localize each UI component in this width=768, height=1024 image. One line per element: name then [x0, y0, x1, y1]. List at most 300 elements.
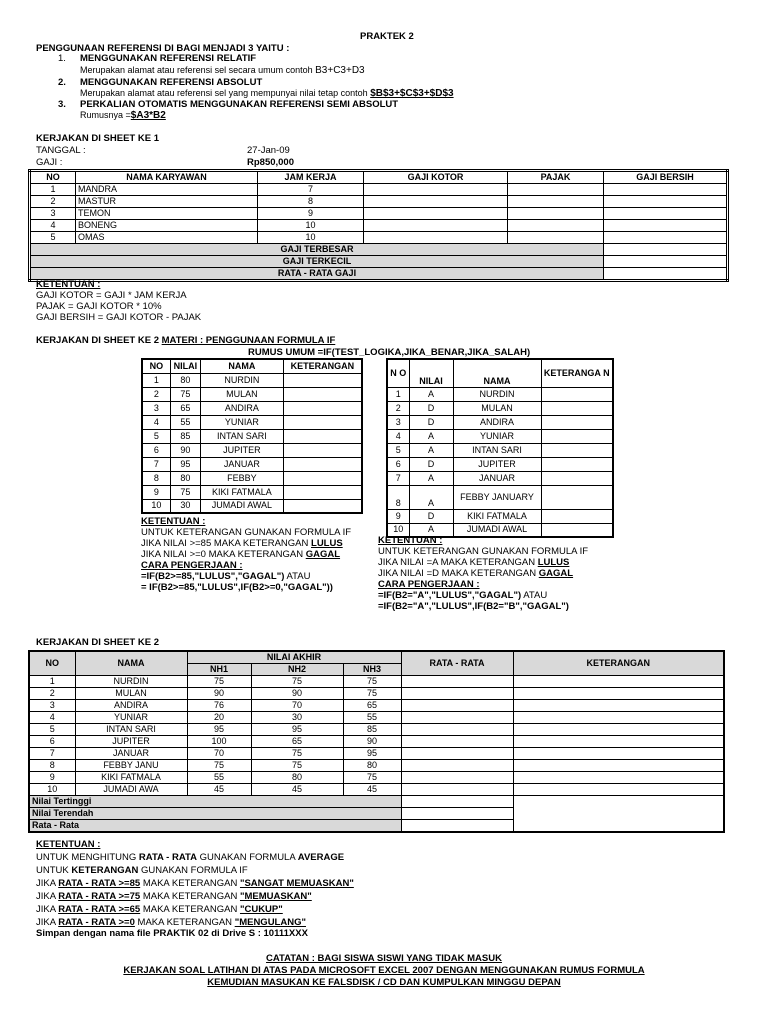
- cell-blank: [513, 820, 724, 833]
- note-line: [36, 851, 354, 864]
- cell-nilai: 80: [170, 373, 200, 387]
- cell-nama: JANUAR: [453, 471, 541, 485]
- table-row: [29, 688, 724, 700]
- cell-no: 4: [142, 415, 170, 429]
- cell-empty: [364, 232, 508, 244]
- cell-empty: [401, 784, 513, 796]
- cell-empty: [541, 387, 613, 401]
- cell-nh3: 95: [343, 748, 401, 760]
- rule-result: "MENGULANG": [234, 917, 306, 928]
- cell-nama: JUPITER: [75, 736, 187, 748]
- note-line: [378, 568, 588, 579]
- intro-item-3-desc-text: Rumusnya =: [80, 110, 131, 120]
- rule-result: "CUKUP": [239, 904, 283, 915]
- note-line: [378, 557, 588, 568]
- rule-condition: RATA - RATA >=85: [58, 878, 141, 889]
- cell-nilai: D: [409, 509, 453, 523]
- table-row: [29, 736, 724, 748]
- header-nama: NAMA: [75, 651, 187, 676]
- summary-rata-rata-gaji: RATA - RATA GAJI: [30, 268, 604, 281]
- cell-no: 5: [29, 724, 75, 736]
- cell-empty: [541, 509, 613, 523]
- cell-nama: KIKI FATMALA: [453, 509, 541, 523]
- cell-no: 9: [142, 485, 170, 499]
- cell-jam: 10: [258, 220, 364, 232]
- summary-row: [30, 256, 728, 268]
- intro-item-3-example: $A3*B2: [130, 110, 166, 121]
- cell-nama: MULAN: [201, 387, 284, 401]
- note-line: [141, 549, 351, 560]
- cell-nama: JUMADI AWAL: [201, 499, 284, 513]
- cell-no: 4: [30, 220, 76, 232]
- cell-empty: [604, 220, 728, 232]
- cell-empty: [283, 415, 362, 429]
- cell-nilai: 90: [170, 443, 200, 457]
- intro-item-1-desc: [80, 65, 365, 76]
- cell-nilai: 95: [170, 457, 200, 471]
- sheet1-header-row: [30, 171, 728, 184]
- sheet2-heading-text: KERJAKAN DI SHEET KE 2: [36, 335, 162, 346]
- cell-empty: [401, 700, 513, 712]
- table-row: [142, 387, 362, 401]
- cell-nilai: A: [409, 429, 453, 443]
- cell-nilai: A: [409, 523, 453, 537]
- page-title: PRAKTEK 2: [360, 31, 414, 42]
- ketentuan-line: PAJAK = GAJI KOTOR * 10%: [36, 301, 162, 312]
- cell-empty: [364, 220, 508, 232]
- table-row: [142, 401, 362, 415]
- header-nilai: NILAI: [409, 359, 453, 387]
- cell-nama: ANDIRA: [453, 415, 541, 429]
- cara-pengerjaan: CARA PENGERJAAN :: [141, 560, 243, 571]
- cell-nh3: 45: [343, 784, 401, 796]
- cell-empty: [604, 256, 728, 268]
- cell-empty: [604, 232, 728, 244]
- table-row: [387, 457, 613, 471]
- cell-no: 1: [29, 676, 75, 688]
- cell-nh3: 90: [343, 736, 401, 748]
- note-keyword: KETERANGAN: [71, 865, 139, 876]
- ketentuan-title: KETENTUAN :: [141, 516, 206, 527]
- cell-empty: [401, 796, 513, 808]
- cell-empty: [513, 712, 724, 724]
- cell-no: 9: [387, 509, 409, 523]
- note-text: JIKA NILAI =A MAKA KETERANGAN: [378, 557, 538, 568]
- cell-nama: MULAN: [453, 401, 541, 415]
- header-gaji-bersih: GAJI BERSIH: [604, 171, 728, 184]
- cell-nh1: 75: [187, 760, 251, 772]
- header-no: NO: [142, 359, 170, 373]
- table-row: [142, 457, 362, 471]
- cell-nh3: 75: [343, 688, 401, 700]
- cell-nh1: 20: [187, 712, 251, 724]
- cell-nilai: 30: [170, 499, 200, 513]
- rule-condition: RATA - RATA >=0: [58, 917, 135, 928]
- rule-line: [36, 877, 354, 890]
- footer-line-3: KEMUDIAN MASUKAN KE FALSDISK / CD DAN KUMPULKAN MINGGU DEPAN: [207, 977, 561, 988]
- intro-item-2-title: MENGGUNAKAN REFERENSI ABSOLUT: [80, 77, 263, 88]
- cell-empty: [513, 700, 724, 712]
- table-row: [30, 196, 728, 208]
- cell-no: 10: [29, 784, 75, 796]
- header-nh1: NH1: [187, 664, 251, 676]
- cell-no: 1: [30, 184, 76, 196]
- cell-empty: [283, 387, 362, 401]
- cell-nh2: 70: [251, 700, 343, 712]
- rule-text: MAKA KETERANGAN: [140, 904, 240, 915]
- cell-no: 1: [142, 373, 170, 387]
- cell-empty: [508, 232, 604, 244]
- cell-no: 10: [142, 499, 170, 513]
- cell-nh3: 55: [343, 712, 401, 724]
- table-row: [142, 373, 362, 387]
- formula-atau: ATAU: [521, 590, 548, 601]
- intro-item-3-desc: [80, 110, 166, 121]
- rule-text: JIKA: [36, 904, 59, 915]
- note-line: UNTUK KETERANGAN GUNAKAN FORMULA IF: [378, 546, 589, 557]
- cell-no: 2: [142, 387, 170, 401]
- header-no: NO: [30, 171, 76, 184]
- nilai-table: [28, 650, 725, 833]
- cell-empty: [541, 429, 613, 443]
- summary-row: [29, 820, 724, 833]
- cell-empty: [541, 457, 613, 471]
- cara-pengerjaan: CARA PENGERJAAN :: [378, 579, 480, 590]
- table-row: [387, 401, 613, 415]
- cell-empty: [508, 184, 604, 196]
- cell-nama: YUNIAR: [75, 712, 187, 724]
- if-left-notes: [141, 516, 351, 593]
- cell-no: 6: [29, 736, 75, 748]
- header-no: N O: [387, 359, 409, 387]
- cell-nilai: A: [409, 471, 453, 485]
- cell-nama: MULAN: [75, 688, 187, 700]
- cell-nilai: 75: [170, 387, 200, 401]
- ketentuan-line: GAJI BERSIH = GAJI KOTOR - PAJAK: [36, 312, 202, 323]
- cell-nama: NURDIN: [75, 676, 187, 688]
- cell-nh2: 80: [251, 772, 343, 784]
- header-nilai: NILAI: [170, 359, 200, 373]
- cell-nama: YUNIAR: [453, 429, 541, 443]
- cell-empty: [401, 772, 513, 784]
- cell-nama: JUMADI AWAL: [453, 523, 541, 537]
- cell-no: 2: [29, 688, 75, 700]
- cell-empty: [513, 736, 724, 748]
- cell-no: 3: [387, 415, 409, 429]
- cell-empty: [283, 485, 362, 499]
- table-row: [387, 509, 613, 523]
- cell-empty: [508, 208, 604, 220]
- cell-nh1: 70: [187, 748, 251, 760]
- cell-empty: [364, 208, 508, 220]
- cell-nilai: D: [409, 415, 453, 429]
- header-jam-kerja: JAM KERJA: [258, 171, 364, 184]
- cell-no: 2: [30, 196, 76, 208]
- rule-line: [36, 890, 354, 903]
- cell-no: 10: [387, 523, 409, 537]
- intro-item-3-num: 3.: [58, 99, 66, 110]
- cell-nama: KIKI FATMALA: [75, 772, 187, 784]
- cell-nama: INTAN SARI: [201, 429, 284, 443]
- cell-nh1: 45: [187, 784, 251, 796]
- note-keyword: RATA - RATA: [138, 852, 197, 863]
- header-nama: NAMA: [201, 359, 284, 373]
- cell-no: 1: [387, 387, 409, 401]
- cell-no: 4: [29, 712, 75, 724]
- cell-empty: [513, 724, 724, 736]
- cell-no: 4: [387, 429, 409, 443]
- cell-empty: [401, 688, 513, 700]
- note-keyword: GAGAL: [538, 568, 574, 579]
- cell-empty: [508, 196, 604, 208]
- cell-empty: [364, 184, 508, 196]
- cell-empty: [604, 268, 728, 281]
- cell-no: 3: [30, 208, 76, 220]
- cell-empty: [401, 808, 513, 820]
- summary-row: [30, 244, 728, 256]
- cell-nh3: 75: [343, 676, 401, 688]
- cell-no: 7: [142, 457, 170, 471]
- table-row: [29, 772, 724, 784]
- table-row: [142, 471, 362, 485]
- cell-no: 8: [387, 485, 409, 509]
- note-text: GUNAKAN FORMULA IF: [138, 865, 248, 876]
- cell-empty: [401, 712, 513, 724]
- table-row: [29, 784, 724, 796]
- cell-nama: KIKI FATMALA: [201, 485, 284, 499]
- if-right-table: [386, 358, 614, 538]
- cell-empty: [513, 784, 724, 796]
- cell-nilai: 80: [170, 471, 200, 485]
- note-text: JIKA NILAI =D MAKA KETERANGAN: [378, 568, 539, 579]
- note-text: UNTUK: [36, 865, 72, 876]
- formula-line: = IF(B2>=85,"LULUS",IF(B2>=0,"GAGAL")): [141, 582, 333, 593]
- cell-nh3: 65: [343, 700, 401, 712]
- header-nh3: NH3: [343, 664, 401, 676]
- rule-condition: RATA - RATA >=65: [58, 904, 141, 915]
- cell-no: 8: [29, 760, 75, 772]
- table-row: [142, 485, 362, 499]
- cell-jam: 9: [258, 208, 364, 220]
- cell-nama: FEBBY JANUARY: [453, 485, 541, 509]
- summary-row: [29, 796, 724, 808]
- cell-nh2: 75: [251, 748, 343, 760]
- table-row: [29, 760, 724, 772]
- cell-no: 3: [29, 700, 75, 712]
- cell-empty: [541, 415, 613, 429]
- table-row: [142, 429, 362, 443]
- cell-nh3: 85: [343, 724, 401, 736]
- rule-text: MAKA KETERANGAN: [140, 878, 240, 889]
- if-right-notes: [378, 535, 588, 612]
- cell-blank: [513, 808, 724, 820]
- cell-empty: [283, 443, 362, 457]
- header-nilai-akhir: NILAI AKHIR: [187, 651, 401, 664]
- if-right-header: [387, 359, 613, 387]
- rule-text: MAKA KETERANGAN: [140, 891, 240, 902]
- sheet1-heading: KERJAKAN DI SHEET KE 1: [36, 133, 159, 144]
- cell-nh1: 100: [187, 736, 251, 748]
- cell-nama: BONENG: [76, 220, 258, 232]
- intro-item-2-num: 2.: [58, 77, 66, 88]
- cell-no: 5: [30, 232, 76, 244]
- cell-no: 5: [142, 429, 170, 443]
- cell-no: 8: [142, 471, 170, 485]
- table-row: [30, 208, 728, 220]
- summary-row: [30, 268, 728, 281]
- cell-no: 2: [387, 401, 409, 415]
- formula-atau: ATAU: [284, 571, 311, 582]
- header-nh2: NH2: [251, 664, 343, 676]
- cell-empty: [541, 401, 613, 415]
- note-line: UNTUK KETERANGAN GUNAKAN FORMULA IF: [141, 527, 352, 538]
- cell-nama: JANUAR: [201, 457, 284, 471]
- cell-nama: NURDIN: [453, 387, 541, 401]
- cell-nama: FEBBY: [201, 471, 284, 485]
- cell-jam: 10: [258, 232, 364, 244]
- cell-nama: YUNIAR: [201, 415, 284, 429]
- footer-line-1: CATATAN : BAGI SISWA SISWI YANG TIDAK MASUK: [266, 953, 502, 964]
- cell-empty: [513, 748, 724, 760]
- note-keyword: LULUS: [537, 557, 570, 568]
- intro-item-2-example: $B$3+$C$3+$D$3: [370, 88, 454, 99]
- ketentuan-title: KETENTUAN :: [378, 535, 443, 546]
- gaji-label: GAJI :: [36, 157, 63, 168]
- cell-nh2: 45: [251, 784, 343, 796]
- summary-row: [29, 808, 724, 820]
- cell-nh2: 90: [251, 688, 343, 700]
- footer-line-2: KERJAKAN SOAL LATIHAN DI ATAS PADA MICROSOFT EXCEL 2007 DENGAN MENGGUNAKAN RUMUS FORMULA: [123, 965, 645, 976]
- cell-nilai: A: [409, 387, 453, 401]
- cell-blank: [513, 796, 724, 808]
- note-line: [36, 864, 354, 877]
- cell-empty: [401, 736, 513, 748]
- note-text: JIKA NILAI >=0 MAKA KETERANGAN: [141, 549, 306, 560]
- intro-item-1-example: B3+C3+D3: [315, 65, 365, 76]
- table-row: [387, 415, 613, 429]
- cell-empty: [401, 760, 513, 772]
- header-gaji-kotor: GAJI KOTOR: [364, 171, 508, 184]
- note-text: JIKA NILAI >=85 MAKA KETERANGAN: [141, 538, 312, 549]
- cell-empty: [283, 499, 362, 513]
- ketentuan-title: KETENTUAN :: [36, 839, 101, 850]
- rule-line: [36, 903, 354, 916]
- cell-empty: [364, 196, 508, 208]
- cell-nilai: 85: [170, 429, 200, 443]
- intro-item-3-title: PERKALIAN OTOMATIS MENGGUNAKAN REFERENSI SEMI ABSOLUT: [80, 99, 399, 110]
- cell-nh2: 75: [251, 760, 343, 772]
- cell-empty: [401, 748, 513, 760]
- sheet2-heading: [36, 335, 335, 346]
- cell-jam: 7: [258, 184, 364, 196]
- cell-empty: [541, 443, 613, 457]
- rule-condition: RATA - RATA >=75: [58, 891, 141, 902]
- intro-item-1-num: 1.: [58, 53, 66, 64]
- rule-text: MAKA KETERANGAN: [134, 917, 235, 928]
- rule-text: JIKA: [36, 878, 59, 889]
- cell-nama: TEMON: [76, 208, 258, 220]
- cell-nh2: 65: [251, 736, 343, 748]
- cell-nama: MANDRA: [76, 184, 258, 196]
- rule-text: JIKA: [36, 917, 59, 928]
- cell-empty: [604, 184, 728, 196]
- intro-item-1-desc-text: Merupakan alamat atau referensi sel secara umum contoh: [80, 65, 313, 75]
- cell-empty: [401, 724, 513, 736]
- note-keyword: GAGAL: [305, 549, 341, 560]
- cell-empty: [513, 772, 724, 784]
- cell-empty: [283, 401, 362, 415]
- cell-nilai: A: [409, 485, 453, 509]
- cell-no: 5: [387, 443, 409, 457]
- cell-nama: JUPITER: [201, 443, 284, 457]
- cell-empty: [508, 220, 604, 232]
- formula: =IF(B2="A","LULUS","GAGAL"): [378, 590, 522, 601]
- cell-nilai: 55: [170, 415, 200, 429]
- cell-no: 6: [387, 457, 409, 471]
- cell-nama: OMAS: [76, 232, 258, 244]
- cell-empty: [283, 457, 362, 471]
- cell-nama: MASTUR: [76, 196, 258, 208]
- tanggal-value: 27-Jan-09: [247, 145, 290, 156]
- cell-nh1: 55: [187, 772, 251, 784]
- sheet3-heading: KERJAKAN DI SHEET KE 2: [36, 637, 159, 648]
- cell-jam: 8: [258, 196, 364, 208]
- cell-no: 7: [29, 748, 75, 760]
- note-text: GUNAKAN FORMULA: [196, 852, 298, 863]
- cell-nh3: 80: [343, 760, 401, 772]
- table-row: [387, 471, 613, 485]
- cell-empty: [541, 471, 613, 485]
- cell-empty: [604, 244, 728, 256]
- table-row: [387, 387, 613, 401]
- header-keterangan: KETERANGAN: [283, 359, 362, 373]
- header-nama: NAMA: [453, 359, 541, 387]
- cell-no: 9: [29, 772, 75, 784]
- sheet1-table: [28, 169, 729, 282]
- cell-empty: [513, 760, 724, 772]
- header-no: NO: [29, 651, 75, 676]
- cell-nama: INTAN SARI: [453, 443, 541, 457]
- formula: =IF(B2>=85,"LULUS","GAGAL"): [141, 571, 285, 582]
- cell-nilai: 75: [170, 485, 200, 499]
- cell-nilai: A: [409, 443, 453, 457]
- note-keyword: LULUS: [311, 538, 343, 549]
- summary-gaji-terbesar: GAJI TERBESAR: [30, 244, 604, 256]
- table-row: [30, 220, 728, 232]
- cell-empty: [401, 820, 513, 833]
- summary-gaji-terkecil: GAJI TERKECIL: [30, 256, 604, 268]
- intro-item-1-title: MENGGUNAKAN REFERENSI RELATIF: [80, 53, 257, 64]
- note-line: [141, 538, 351, 549]
- sheet1-ketentuan-title: KETENTUAN :: [36, 279, 101, 290]
- rule-result: "MEMUASKAN": [239, 891, 312, 902]
- summary-nilai-terendah: Nilai Terendah: [29, 808, 401, 820]
- table-row: [29, 712, 724, 724]
- table-row: [29, 724, 724, 736]
- formula-line: [141, 571, 351, 582]
- cell-nama: NURDIN: [201, 373, 284, 387]
- summary-rata-rata: Rata - Rata: [29, 820, 401, 833]
- rumus-umum: RUMUS UMUM =IF(TEST_LOGIKA,JIKA_BENAR,JIKA_SALAH): [248, 347, 531, 358]
- rule-result: "SANGAT MEMUASKAN": [239, 878, 354, 889]
- cell-nh1: 90: [187, 688, 251, 700]
- rule-text: JIKA: [36, 891, 59, 902]
- cell-nilai: 65: [170, 401, 200, 415]
- cell-empty: [283, 373, 362, 387]
- cell-nama: JUMADI AWA: [75, 784, 187, 796]
- table-row: [30, 184, 728, 196]
- table-row: [142, 499, 362, 513]
